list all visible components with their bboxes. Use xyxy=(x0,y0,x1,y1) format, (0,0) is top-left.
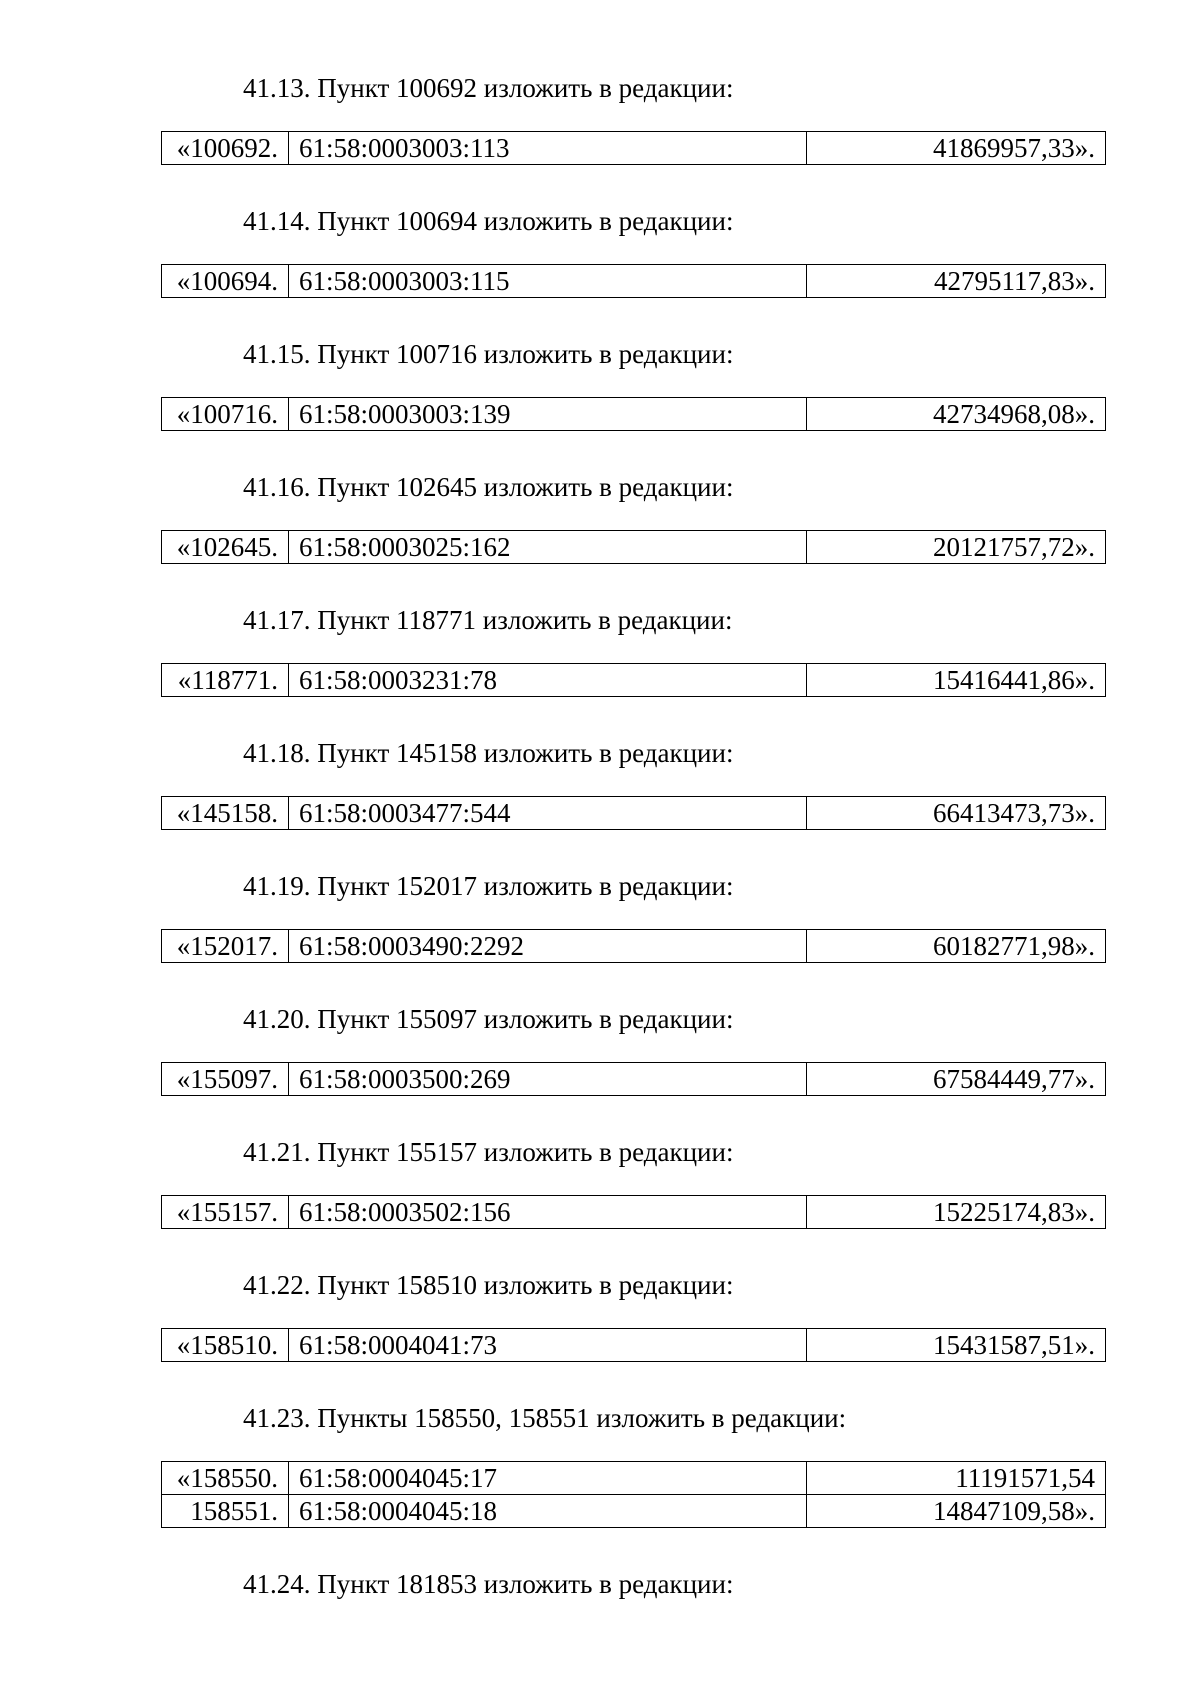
item-number: 158551. xyxy=(162,1495,289,1528)
table-row xyxy=(162,1063,1106,1096)
item-number: «100692. xyxy=(162,132,289,165)
item-number: «145158. xyxy=(162,797,289,830)
table-row xyxy=(162,1495,1106,1528)
amendment-table xyxy=(161,663,1106,697)
amendment-table xyxy=(161,397,1106,431)
amendment-table xyxy=(161,264,1106,298)
amendment-heading: 41.15. Пункт 100716 изложить в редакции: xyxy=(243,339,734,369)
cadastral-value: 15225174,83». xyxy=(807,1196,1106,1229)
cadastral-number: 61:58:0003003:115 xyxy=(289,265,807,298)
cadastral-number: 61:58:0003231:78 xyxy=(289,664,807,697)
cadastral-number: 61:58:0003500:269 xyxy=(289,1063,807,1096)
table-row xyxy=(162,664,1106,697)
table-row xyxy=(162,1196,1106,1229)
cadastral-number: 61:58:0003025:162 xyxy=(289,531,807,564)
table-row xyxy=(162,930,1106,963)
cadastral-number: 61:58:0003003:113 xyxy=(289,132,807,165)
amendment-table xyxy=(161,1461,1106,1528)
amendment-table xyxy=(161,1195,1106,1229)
amendment-heading: 41.24. Пункт 181853 изложить в редакции: xyxy=(243,1569,734,1599)
cadastral-value: 67584449,77». xyxy=(807,1063,1106,1096)
amendment-table xyxy=(161,1328,1106,1362)
cadastral-value: 42734968,08». xyxy=(807,398,1106,431)
cadastral-value: 14847109,58». xyxy=(807,1495,1106,1528)
cadastral-value: 41869957,33». xyxy=(807,132,1106,165)
table-row xyxy=(162,1462,1106,1495)
cadastral-value: 20121757,72». xyxy=(807,531,1106,564)
amendment-heading: 41.22. Пункт 158510 изложить в редакции: xyxy=(243,1270,734,1300)
cadastral-value: 15431587,51». xyxy=(807,1329,1106,1362)
amendment-heading: 41.20. Пункт 155097 изложить в редакции: xyxy=(243,1004,734,1034)
table-row xyxy=(162,132,1106,165)
amendment-heading: 41.19. Пункт 152017 изложить в редакции: xyxy=(243,871,734,901)
table-row xyxy=(162,398,1106,431)
item-number: «100716. xyxy=(162,398,289,431)
table-row xyxy=(162,797,1106,830)
cadastral-number: 61:58:0004045:18 xyxy=(289,1495,807,1528)
cadastral-number: 61:58:0003490:2292 xyxy=(289,930,807,963)
cadastral-value: 66413473,73». xyxy=(807,797,1106,830)
cadastral-number: 61:58:0003003:139 xyxy=(289,398,807,431)
amendment-heading: 41.13. Пункт 100692 изложить в редакции: xyxy=(243,73,734,103)
amendment-table xyxy=(161,1062,1106,1096)
cadastral-number: 61:58:0003502:156 xyxy=(289,1196,807,1229)
cadastral-number: 61:58:0003477:544 xyxy=(289,797,807,830)
table-row xyxy=(162,1329,1106,1362)
amendment-table xyxy=(161,530,1106,564)
amendment-heading: 41.17. Пункт 118771 изложить в редакции: xyxy=(243,605,733,635)
item-number: «118771. xyxy=(162,664,289,697)
amendment-heading: 41.18. Пункт 145158 изложить в редакции: xyxy=(243,738,734,768)
cadastral-value: 60182771,98». xyxy=(807,930,1106,963)
table-row xyxy=(162,531,1106,564)
cadastral-value: 15416441,86». xyxy=(807,664,1106,697)
item-number: «100694. xyxy=(162,265,289,298)
item-number: «158510. xyxy=(162,1329,289,1362)
item-number: «152017. xyxy=(162,930,289,963)
item-number: «155097. xyxy=(162,1063,289,1096)
item-number: «155157. xyxy=(162,1196,289,1229)
amendment-heading: 41.14. Пункт 100694 изложить в редакции: xyxy=(243,206,734,236)
cadastral-number: 61:58:0004045:17 xyxy=(289,1462,807,1495)
cadastral-value: 11191571,54 xyxy=(807,1462,1106,1495)
item-number: «102645. xyxy=(162,531,289,564)
cadastral-value: 42795117,83». xyxy=(807,265,1106,298)
amendment-heading: 41.23. Пункты 158550, 158551 изложить в редакции: xyxy=(243,1403,847,1433)
item-number: «158550. xyxy=(162,1462,289,1495)
amendment-table xyxy=(161,131,1106,165)
amendment-heading: 41.21. Пункт 155157 изложить в редакции: xyxy=(243,1137,734,1167)
amendment-table xyxy=(161,929,1106,963)
amendment-table xyxy=(161,796,1106,830)
amendment-heading: 41.16. Пункт 102645 изложить в редакции: xyxy=(243,472,734,502)
table-row xyxy=(162,265,1106,298)
cadastral-number: 61:58:0004041:73 xyxy=(289,1329,807,1362)
